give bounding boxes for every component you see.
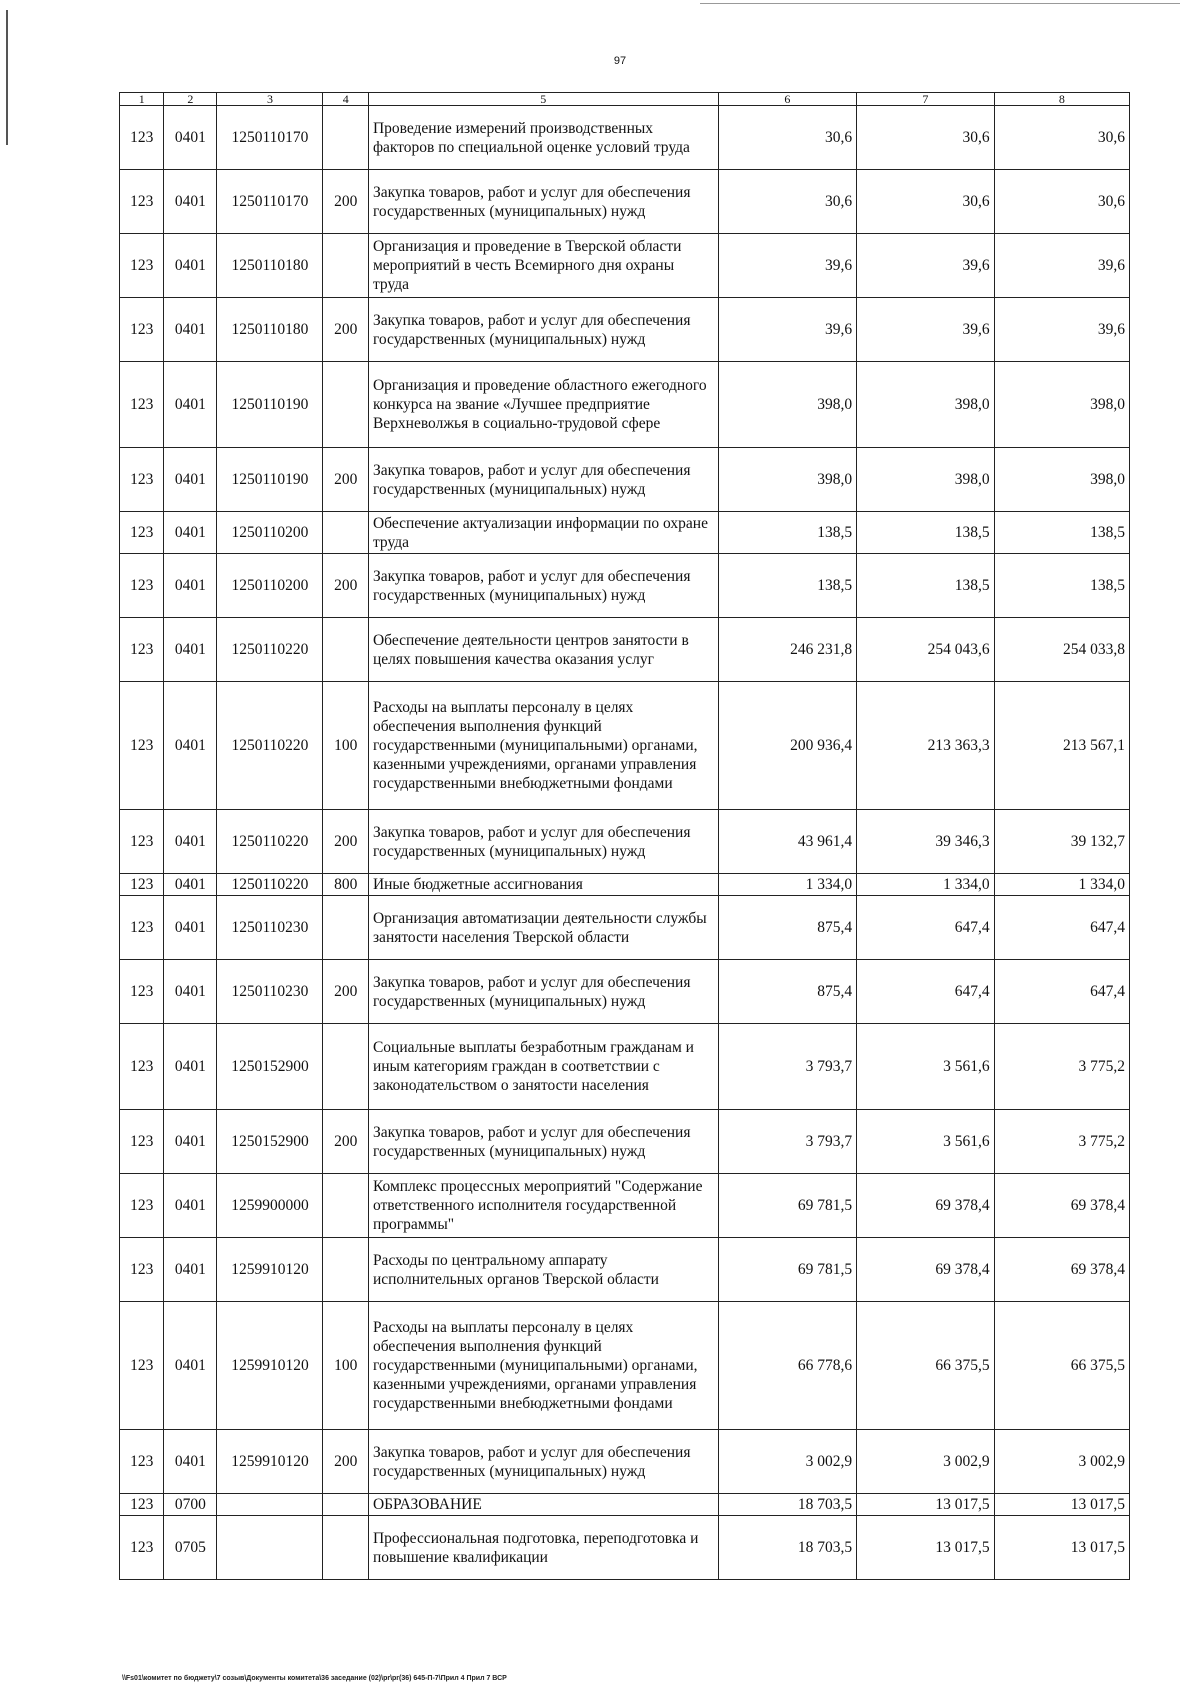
expense-type-cell: 200 <box>323 810 368 874</box>
amount-col8-cell: 39,6 <box>994 298 1129 362</box>
amount-col7-cell: 69 378,4 <box>857 1238 994 1302</box>
amount-col7-cell: 30,6 <box>857 106 994 170</box>
amount-col7-cell: 647,4 <box>857 896 994 960</box>
department-code-cell: 123 <box>120 1494 164 1516</box>
amount-col6-cell: 30,6 <box>718 170 857 234</box>
amount-col8-cell: 213 567,1 <box>994 682 1129 810</box>
column-number-8: 8 <box>994 93 1129 106</box>
expense-type-cell: 200 <box>323 960 368 1024</box>
table-row <box>120 1494 1130 1516</box>
expense-type-cell: 800 <box>323 874 368 896</box>
department-code-cell: 123 <box>120 512 164 554</box>
amount-col8-cell: 69 378,4 <box>994 1174 1129 1238</box>
section-code-cell: 0401 <box>164 874 217 896</box>
target-article-cell: 1250110200 <box>217 512 323 554</box>
department-code-cell: 123 <box>120 618 164 682</box>
table-row <box>120 512 1130 554</box>
amount-col8-cell: 39 132,7 <box>994 810 1129 874</box>
amount-col6-cell: 69 781,5 <box>718 1238 857 1302</box>
target-article-cell: 1250110170 <box>217 170 323 234</box>
amount-col8-cell: 254 033,8 <box>994 618 1129 682</box>
amount-col7-cell: 13 017,5 <box>857 1516 994 1580</box>
description-cell: Иные бюджетные ассигнования <box>368 874 718 896</box>
department-code-cell: 123 <box>120 1516 164 1580</box>
amount-col8-cell: 30,6 <box>994 170 1129 234</box>
amount-col8-cell: 13 017,5 <box>994 1494 1129 1516</box>
target-article-cell: 1250152900 <box>217 1024 323 1110</box>
target-article-cell: 1259910120 <box>217 1238 323 1302</box>
amount-col8-cell: 1 334,0 <box>994 874 1129 896</box>
column-number-2: 2 <box>164 93 217 106</box>
table-body <box>120 106 1130 1580</box>
expense-type-cell <box>323 106 368 170</box>
amount-col7-cell: 398,0 <box>857 362 994 448</box>
target-article-cell: 1250110180 <box>217 298 323 362</box>
amount-col7-cell: 39,6 <box>857 298 994 362</box>
column-number-3: 3 <box>217 93 323 106</box>
expense-type-cell: 200 <box>323 170 368 234</box>
department-code-cell: 123 <box>120 1430 164 1494</box>
amount-col6-cell: 39,6 <box>718 234 857 298</box>
expense-type-cell: 200 <box>323 554 368 618</box>
expense-type-cell <box>323 362 368 448</box>
amount-col8-cell: 398,0 <box>994 448 1129 512</box>
amount-col6-cell: 138,5 <box>718 512 857 554</box>
amount-col7-cell: 3 561,6 <box>857 1024 994 1110</box>
amount-col6-cell: 246 231,8 <box>718 618 857 682</box>
amount-col7-cell: 398,0 <box>857 448 994 512</box>
table-row <box>120 170 1130 234</box>
amount-col7-cell: 66 375,5 <box>857 1302 994 1430</box>
budget-table <box>119 92 1130 1580</box>
department-code-cell: 123 <box>120 298 164 362</box>
section-code-cell: 0401 <box>164 554 217 618</box>
amount-col6-cell: 43 961,4 <box>718 810 857 874</box>
amount-col8-cell: 13 017,5 <box>994 1516 1129 1580</box>
expense-type-cell: 100 <box>323 682 368 810</box>
table-row <box>120 1110 1130 1174</box>
description-cell: Организация автоматизации деятельности службы занятости населения Тверской области <box>368 896 718 960</box>
expense-type-cell: 200 <box>323 448 368 512</box>
description-cell: Обеспечение деятельности центров занятости в целях повышения качества оказания услуг <box>368 618 718 682</box>
target-article-cell: 1250110220 <box>217 682 323 810</box>
amount-col8-cell: 138,5 <box>994 512 1129 554</box>
table-row <box>120 960 1130 1024</box>
amount-col8-cell: 69 378,4 <box>994 1238 1129 1302</box>
amount-col6-cell: 3 793,7 <box>718 1110 857 1174</box>
description-cell: Организация и проведение в Тверской области мероприятий в честь Всемирного дня охраны труда <box>368 234 718 298</box>
table-row <box>120 554 1130 618</box>
column-number-row <box>120 93 1130 106</box>
amount-col6-cell: 200 936,4 <box>718 682 857 810</box>
amount-col6-cell: 398,0 <box>718 448 857 512</box>
amount-col6-cell: 138,5 <box>718 554 857 618</box>
department-code-cell: 123 <box>120 1024 164 1110</box>
table-row <box>120 1430 1130 1494</box>
description-cell: Расходы на выплаты персоналу в целях обеспечения выполнения функций государственными (муниципальными) органами, казенными учреждениями, органами управления государственными внебюджетными фондами <box>368 682 718 810</box>
section-code-cell: 0401 <box>164 1238 217 1302</box>
section-code-cell: 0401 <box>164 618 217 682</box>
description-cell: Организация и проведение областного ежегодного конкурса на звание «Лучшее предприятие Верхневолжья в социально-трудовой сфере <box>368 362 718 448</box>
expense-type-cell <box>323 1516 368 1580</box>
table-row <box>120 874 1130 896</box>
expense-type-cell <box>323 618 368 682</box>
amount-col7-cell: 39,6 <box>857 234 994 298</box>
amount-col6-cell: 875,4 <box>718 960 857 1024</box>
expense-type-cell: 200 <box>323 1110 368 1174</box>
table-row <box>120 810 1130 874</box>
department-code-cell: 123 <box>120 170 164 234</box>
section-code-cell: 0401 <box>164 512 217 554</box>
table-row <box>120 1516 1130 1580</box>
section-code-cell: 0401 <box>164 1430 217 1494</box>
amount-col7-cell: 138,5 <box>857 554 994 618</box>
expense-type-cell <box>323 234 368 298</box>
description-cell: Комплекс процессных мероприятий "Содержание ответственного исполнителя государственной программы" <box>368 1174 718 1238</box>
department-code-cell: 123 <box>120 874 164 896</box>
target-article-cell: 1259910120 <box>217 1430 323 1494</box>
amount-col7-cell: 39 346,3 <box>857 810 994 874</box>
amount-col7-cell: 213 363,3 <box>857 682 994 810</box>
section-code-cell: 0401 <box>164 448 217 512</box>
amount-col8-cell: 30,6 <box>994 106 1129 170</box>
section-code-cell: 0401 <box>164 810 217 874</box>
amount-col6-cell: 18 703,5 <box>718 1494 857 1516</box>
target-article-cell: 1259910120 <box>217 1302 323 1430</box>
scan-artifact-line <box>700 3 1180 4</box>
description-cell: Закупка товаров, работ и услуг для обеспечения государственных (муниципальных) нужд <box>368 298 718 362</box>
table-row <box>120 298 1130 362</box>
amount-col8-cell: 3 002,9 <box>994 1430 1129 1494</box>
target-article-cell: 1250110230 <box>217 896 323 960</box>
description-cell: Закупка товаров, работ и услуг для обеспечения государственных (муниципальных) нужд <box>368 810 718 874</box>
scan-artifact-edge <box>6 10 8 145</box>
amount-col6-cell: 30,6 <box>718 106 857 170</box>
amount-col7-cell: 647,4 <box>857 960 994 1024</box>
target-article-cell: 1250110190 <box>217 362 323 448</box>
file-path-footer: \\Fs01\комитет по бюджету\7 созыв\Документы комитета\36 заседание (02)\pr\pr(36) 645-П-7\Прил 4 Прил 7 ВСР <box>122 1675 507 1682</box>
department-code-cell: 123 <box>120 106 164 170</box>
table-row <box>120 1238 1130 1302</box>
amount-col8-cell: 3 775,2 <box>994 1110 1129 1174</box>
amount-col6-cell: 18 703,5 <box>718 1516 857 1580</box>
amount-col8-cell: 647,4 <box>994 896 1129 960</box>
amount-col6-cell: 875,4 <box>718 896 857 960</box>
amount-col7-cell: 254 043,6 <box>857 618 994 682</box>
column-number-7: 7 <box>857 93 994 106</box>
table-row <box>120 234 1130 298</box>
section-code-cell: 0401 <box>164 960 217 1024</box>
amount-col8-cell: 66 375,5 <box>994 1302 1129 1430</box>
expense-type-cell <box>323 1238 368 1302</box>
table-row <box>120 1174 1130 1238</box>
description-cell: Закупка товаров, работ и услуг для обеспечения государственных (муниципальных) нужд <box>368 1110 718 1174</box>
description-cell: Закупка товаров, работ и услуг для обеспечения государственных (муниципальных) нужд <box>368 554 718 618</box>
target-article-cell: 1250110220 <box>217 618 323 682</box>
amount-col6-cell: 398,0 <box>718 362 857 448</box>
department-code-cell: 123 <box>120 960 164 1024</box>
section-code-cell: 0700 <box>164 1494 217 1516</box>
amount-col7-cell: 13 017,5 <box>857 1494 994 1516</box>
department-code-cell: 123 <box>120 362 164 448</box>
target-article-cell: 1250152900 <box>217 1110 323 1174</box>
department-code-cell: 123 <box>120 896 164 960</box>
table-row <box>120 618 1130 682</box>
column-number-5: 5 <box>368 93 718 106</box>
target-article-cell: 1250110220 <box>217 810 323 874</box>
expense-type-cell: 200 <box>323 298 368 362</box>
target-article-cell <box>217 1516 323 1580</box>
amount-col7-cell: 69 378,4 <box>857 1174 994 1238</box>
target-article-cell <box>217 1494 323 1516</box>
amount-col8-cell: 3 775,2 <box>994 1024 1129 1110</box>
amount-col8-cell: 39,6 <box>994 234 1129 298</box>
section-code-cell: 0401 <box>164 362 217 448</box>
description-cell: Закупка товаров, работ и услуг для обеспечения государственных (муниципальных) нужд <box>368 448 718 512</box>
description-cell: Закупка товаров, работ и услуг для обеспечения государственных (муниципальных) нужд <box>368 170 718 234</box>
amount-col6-cell: 1 334,0 <box>718 874 857 896</box>
description-cell: Расходы на выплаты персоналу в целях обеспечения выполнения функций государственными (муниципальными) органами, казенными учреждениями, органами управления государственными внебюджетными фондами <box>368 1302 718 1430</box>
amount-col6-cell: 3 002,9 <box>718 1430 857 1494</box>
table-row <box>120 682 1130 810</box>
department-code-cell: 123 <box>120 1110 164 1174</box>
target-article-cell: 1259900000 <box>217 1174 323 1238</box>
target-article-cell: 1250110190 <box>217 448 323 512</box>
column-number-1: 1 <box>120 93 164 106</box>
table-row <box>120 362 1130 448</box>
table-row <box>120 448 1130 512</box>
section-code-cell: 0401 <box>164 170 217 234</box>
table-row <box>120 1302 1130 1430</box>
amount-col8-cell: 138,5 <box>994 554 1129 618</box>
expense-type-cell: 100 <box>323 1302 368 1430</box>
column-number-6: 6 <box>718 93 857 106</box>
table-row <box>120 1024 1130 1110</box>
page-number: 97 <box>613 55 627 67</box>
expense-type-cell <box>323 1024 368 1110</box>
amount-col7-cell: 3 561,6 <box>857 1110 994 1174</box>
amount-col7-cell: 138,5 <box>857 512 994 554</box>
section-code-cell: 0705 <box>164 1516 217 1580</box>
expense-type-cell <box>323 896 368 960</box>
target-article-cell: 1250110180 <box>217 234 323 298</box>
expense-type-cell <box>323 512 368 554</box>
expense-type-cell <box>323 1174 368 1238</box>
column-number-4: 4 <box>323 93 368 106</box>
department-code-cell: 123 <box>120 1238 164 1302</box>
section-code-cell: 0401 <box>164 1174 217 1238</box>
department-code-cell: 123 <box>120 1174 164 1238</box>
amount-col6-cell: 69 781,5 <box>718 1174 857 1238</box>
description-cell: Закупка товаров, работ и услуг для обеспечения государственных (муниципальных) нужд <box>368 1430 718 1494</box>
description-cell: Социальные выплаты безработным гражданам и иным категориям граждан в соответствии с законодательством о занятости населения <box>368 1024 718 1110</box>
description-cell: Профессиональная подготовка, переподготовка и повышение квалификации <box>368 1516 718 1580</box>
description-cell: Закупка товаров, работ и услуг для обеспечения государственных (муниципальных) нужд <box>368 960 718 1024</box>
amount-col8-cell: 398,0 <box>994 362 1129 448</box>
section-code-cell: 0401 <box>164 106 217 170</box>
section-code-cell: 0401 <box>164 1024 217 1110</box>
description-cell: Проведение измерений производственных факторов по специальной оценке условий труда <box>368 106 718 170</box>
target-article-cell: 1250110220 <box>217 874 323 896</box>
department-code-cell: 123 <box>120 554 164 618</box>
table-row <box>120 106 1130 170</box>
section-code-cell: 0401 <box>164 298 217 362</box>
section-code-cell: 0401 <box>164 896 217 960</box>
amount-col7-cell: 1 334,0 <box>857 874 994 896</box>
amount-col8-cell: 647,4 <box>994 960 1129 1024</box>
expense-type-cell: 200 <box>323 1430 368 1494</box>
target-article-cell: 1250110170 <box>217 106 323 170</box>
department-code-cell: 123 <box>120 234 164 298</box>
section-code-cell: 0401 <box>164 1110 217 1174</box>
department-code-cell: 123 <box>120 682 164 810</box>
department-code-cell: 123 <box>120 448 164 512</box>
department-code-cell: 123 <box>120 810 164 874</box>
description-cell: ОБРАЗОВАНИЕ <box>368 1494 718 1516</box>
amount-col7-cell: 3 002,9 <box>857 1430 994 1494</box>
amount-col6-cell: 3 793,7 <box>718 1024 857 1110</box>
target-article-cell: 1250110230 <box>217 960 323 1024</box>
description-cell: Обеспечение актуализации информации по охране труда <box>368 512 718 554</box>
target-article-cell: 1250110200 <box>217 554 323 618</box>
section-code-cell: 0401 <box>164 682 217 810</box>
amount-col6-cell: 39,6 <box>718 298 857 362</box>
section-code-cell: 0401 <box>164 234 217 298</box>
table-row <box>120 896 1130 960</box>
department-code-cell: 123 <box>120 1302 164 1430</box>
description-cell: Расходы по центральному аппарату исполнительных органов Тверской области <box>368 1238 718 1302</box>
amount-col6-cell: 66 778,6 <box>718 1302 857 1430</box>
amount-col7-cell: 30,6 <box>857 170 994 234</box>
expense-type-cell <box>323 1494 368 1516</box>
section-code-cell: 0401 <box>164 1302 217 1430</box>
